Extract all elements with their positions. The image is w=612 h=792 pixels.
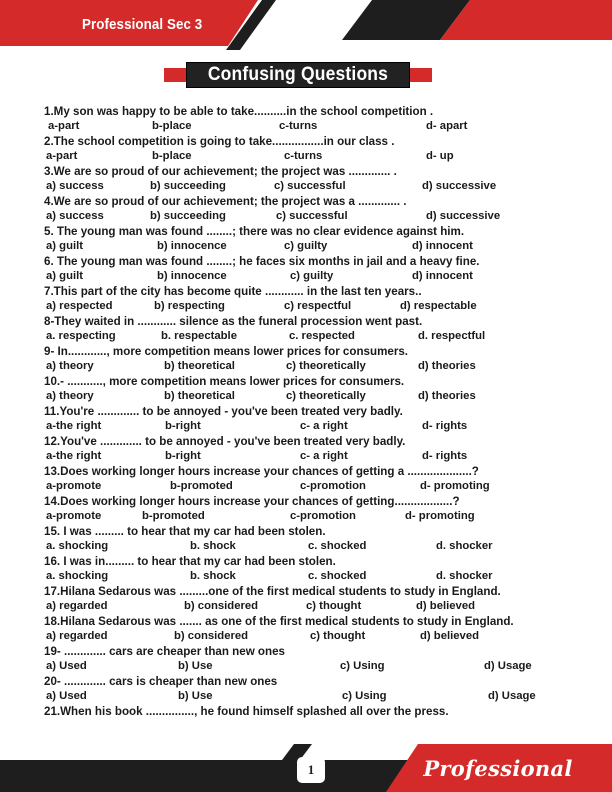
question-20: 20- ............. cars is cheaper than new ones <box>44 675 278 688</box>
question-8: 8-They waited in ............ silence as the funeral procession went past. <box>44 315 423 328</box>
option-c: c-promotion <box>300 480 366 492</box>
option-c: c- a right <box>300 450 348 462</box>
option-d: d- up <box>426 150 454 162</box>
option-d: d- promoting <box>420 480 490 492</box>
option-c: c) successful <box>276 210 348 222</box>
option-a: a) guilt <box>46 270 84 282</box>
question-12: 12.You've ............. to be annoyed - you've been treated very badly. <box>44 435 406 448</box>
option-c: c-promotion <box>290 510 356 522</box>
page-number: 1 <box>297 757 325 783</box>
question-2: 2.The school competition is going to take................in our class . <box>44 135 395 148</box>
option-d: d. shocker <box>436 570 493 582</box>
option-b: b-place <box>152 120 192 132</box>
title-accent-right <box>410 68 432 82</box>
brand-logo-text: Professional <box>423 756 573 781</box>
question-21: 21.When his book ..............., he found himself splashed all over the press. <box>44 705 449 718</box>
option-d: d) innocent <box>412 270 473 282</box>
option-a: a. shocking <box>46 540 109 552</box>
question-7: 7.This part of the city has become quite ............ in the last ten years.. <box>44 285 422 298</box>
option-b: b-right <box>165 420 201 432</box>
option-d: d) theories <box>418 360 476 372</box>
option-a: a) respected <box>46 300 113 312</box>
option-a: a) Used <box>46 660 87 672</box>
option-a: a) success <box>46 180 104 192</box>
option-a: a-part <box>46 150 78 162</box>
question-11: 11.You're ............. to be annoyed - you've been treated very badly. <box>44 405 403 418</box>
option-d: d) successive <box>422 180 497 192</box>
option-a: a-the right <box>46 420 102 432</box>
option-c: c) guilty <box>284 240 328 252</box>
option-a: a) theory <box>46 390 94 402</box>
option-c: c) Using <box>340 660 385 672</box>
question-10: 10.- ..........., more competition means lower prices for consumers. <box>44 375 405 388</box>
section-label: Professional Sec 3 <box>82 17 203 33</box>
question-13: 13.Does working longer hours increase your chances of getting a ....................? <box>44 465 479 478</box>
option-d: d) respectable <box>400 300 477 312</box>
option-c: c-turns <box>279 120 318 132</box>
question-15: 15. I was ......... to hear that my car had been stolen. <box>44 525 326 538</box>
question-4: 4.We are so proud of our achievement; the project was a ............. . <box>44 195 407 208</box>
option-d: d) believed <box>420 630 480 642</box>
option-a: a) regarded <box>46 630 108 642</box>
option-b: b-right <box>165 450 201 462</box>
option-d: d- rights <box>422 450 468 462</box>
option-b: b. shock <box>190 570 236 582</box>
option-b: b. respectable <box>161 330 237 342</box>
option-c: c. shocked <box>308 540 367 552</box>
option-a: a. respecting <box>46 330 116 342</box>
option-c: c) thought <box>306 600 362 612</box>
option-c: c- a right <box>300 420 348 432</box>
option-d: d. respectful <box>418 330 486 342</box>
option-d: d- apart <box>426 120 468 132</box>
option-d: d) believed <box>416 600 476 612</box>
option-a: a-promote <box>46 510 102 522</box>
option-d: d) innocent <box>412 240 473 252</box>
question-17: 17.Hilana Sedarous was .........one of the first medical students to study in England. <box>44 585 501 598</box>
option-b: b) Use <box>178 660 213 672</box>
option-a: a) regarded <box>46 600 108 612</box>
option-c: c) guilty <box>290 270 334 282</box>
page-title <box>186 62 410 88</box>
header-banner <box>0 0 612 64</box>
option-d: d) Usage <box>488 690 536 702</box>
option-a: a) theory <box>46 360 94 372</box>
option-d: d. shocker <box>436 540 493 552</box>
option-b: b-promoted <box>142 510 205 522</box>
option-a: a-part <box>48 120 80 132</box>
question-19: 19- ............. cars are cheaper than new ones <box>44 645 285 658</box>
option-b: b) theoretical <box>164 390 235 402</box>
option-c: c) respectful <box>284 300 352 312</box>
option-b: b) succeeding <box>150 180 226 192</box>
question-5: 5. The young man was found ........; there was no clear evidence against him. <box>44 225 465 238</box>
option-b: b) innocence <box>157 240 227 252</box>
option-a: a-the right <box>46 450 102 462</box>
option-d: d- rights <box>422 420 468 432</box>
question-9: 9- In............, more competition means lower prices for consumers. <box>44 345 409 358</box>
option-b: b) innocence <box>157 270 227 282</box>
option-b: b) considered <box>184 600 259 612</box>
question-16: 16. I was in......... to hear that my car had been stolen. <box>44 555 336 568</box>
option-a: a) guilt <box>46 240 84 252</box>
question-6: 6. The young man was found ........; he faces six months in jail and a heavy fine. <box>44 255 480 268</box>
option-b: b-promoted <box>170 480 233 492</box>
page-title-text: Confusing Questions <box>207 64 389 85</box>
option-b: b-place <box>152 150 192 162</box>
option-c: c) thought <box>310 630 366 642</box>
option-b: b. shock <box>190 540 236 552</box>
question-18: 18.Hilana Sedarous was ....... as one of the first medical students to study in England. <box>44 615 514 628</box>
option-a: a-promote <box>46 480 102 492</box>
option-c: c) theoretically <box>286 390 366 402</box>
option-c: c) theoretically <box>286 360 366 372</box>
option-c: c-turns <box>284 150 323 162</box>
option-d: d) theories <box>418 390 476 402</box>
question-1: 1.My son was happy to be able to take..........in the school competition . <box>44 105 434 118</box>
option-d: d- promoting <box>405 510 475 522</box>
question-3: 3.We are so proud of our achievement; the project was ............. . <box>44 165 397 178</box>
option-a: a) Used <box>46 690 87 702</box>
title-accent-left <box>164 68 186 82</box>
option-c: c) Using <box>342 690 387 702</box>
option-d: d) successive <box>426 210 501 222</box>
option-d: d) Usage <box>484 660 532 672</box>
option-a: a. shocking <box>46 570 109 582</box>
option-a: a) success <box>46 210 104 222</box>
option-c: c. shocked <box>308 570 367 582</box>
option-b: b) Use <box>178 690 213 702</box>
option-c: c. respected <box>289 330 355 342</box>
option-b: b) succeeding <box>150 210 226 222</box>
option-c: c) successful <box>274 180 346 192</box>
option-b: b) considered <box>174 630 249 642</box>
question-14: 14.Does working longer hours increase your chances of getting..................? <box>44 495 460 508</box>
option-b: b) theoretical <box>164 360 235 372</box>
option-b: b) respecting <box>154 300 225 312</box>
